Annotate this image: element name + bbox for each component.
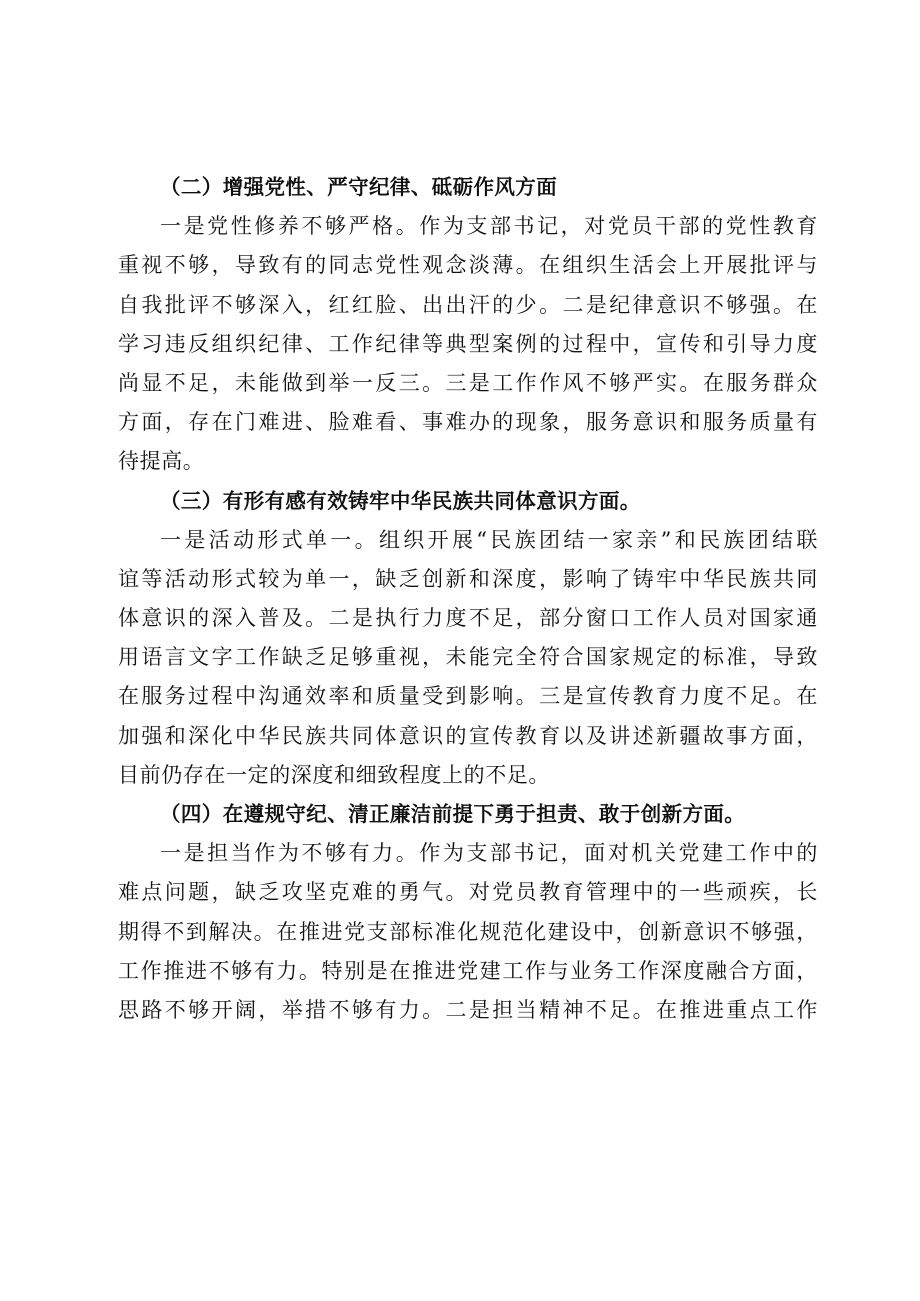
paragraph-line: 加强和深化中华民族共同体意识的宣传教育以及讲述新疆故事方面， [118,723,818,748]
paragraph-line: 在服务过程中沟通效率和质量受到影响。三是宣传教育力度不足。在 [118,684,818,709]
paragraph-line: 尚显不足，未能做到举一反三。三是工作作风不够严实。在服务群众 [118,370,818,395]
paragraph-line: 思路不够开阔，举措不够有力。二是担当精神不足。在推进重点工作 [118,997,818,1022]
paragraph-line: 目前仍存在一定的深度和细致程度上的不足。 [118,762,550,787]
paragraph-line: 待提高。 [118,449,205,474]
paragraph-line: 方面，存在门难进、脸难看、事难办的现象，服务意识和服务质量有 [118,410,818,435]
paragraph-line: 一是党性修养不够严格。作为支部书记，对党员干部的党性教育 [160,214,818,239]
paragraph-line: 谊等活动形式较为单一，缺乏创新和深度，影响了铸牢中华民族共同 [118,566,818,591]
section-heading-3: （三）有形有感有效铸牢中华民族共同体意识方面。 [160,488,641,513]
paragraph-line: 体意识的深入普及。二是执行力度不足，部分窗口工作人员对国家通 [118,606,818,631]
paragraph-line: 一是活动形式单一。组织开展“民族团结一家亲”和民族团结联 [160,527,818,552]
paragraph-line: 用语言文字工作缺乏足够重视，未能完全符合国家规定的标准，导致 [118,645,818,670]
paragraph-line: 自我批评不够深入，红红脸、出出汗的少。二是纪律意识不够强。在 [118,292,818,317]
paragraph-line: 重视不够，导致有的同志党性观念淡薄。在组织生活会上开展批评与 [118,253,818,278]
paragraph-line: 工作推进不够有力。特别是在推进党建工作与业务工作深度融合方面， [118,958,818,983]
section-heading-4: （四）在遵规守纪、清正廉洁前提下勇于担责、敢于创新方面。 [160,802,746,826]
paragraph-line: 学习违反组织纪律、工作纪律等典型案例的过程中，宣传和引导力度 [118,331,818,356]
paragraph-line: 难点问题，缺乏攻坚克难的勇气。对党员教育管理中的一些顽疾，长 [118,880,818,905]
paragraph-line: 一是担当作为不够有力。作为支部书记，面对机关党建工作中的 [160,841,818,866]
document-page [118,168,818,1030]
section-heading-2: （二）增强党性、严守纪律、砥砺作风方面 [160,175,558,199]
paragraph-line: 期得不到解决。在推进党支部标准化规范化建设中，创新意识不够强， [118,919,818,944]
